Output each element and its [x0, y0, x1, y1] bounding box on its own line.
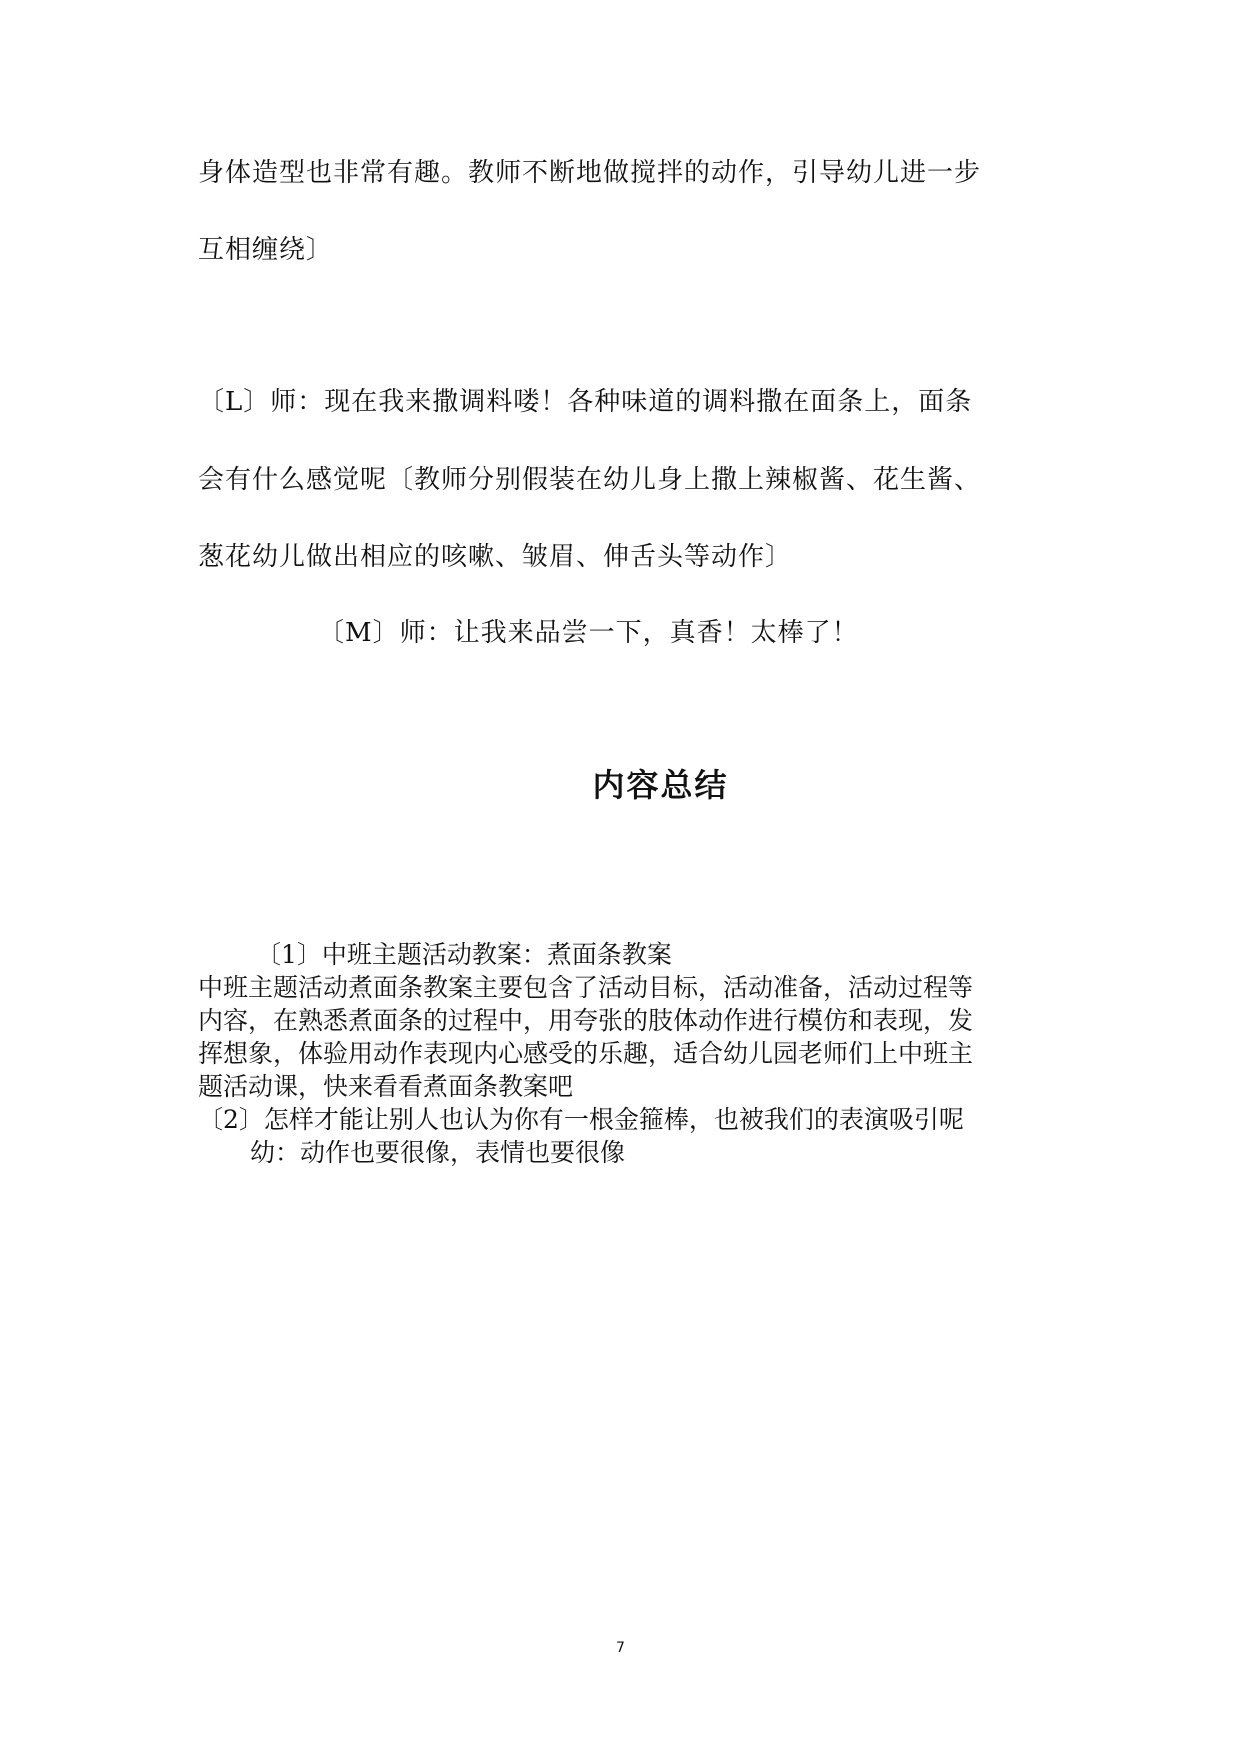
body-line-6: 〔M〕师：让我来品尝一下，真香！太棒了！	[318, 618, 859, 648]
summary-item-1-line: 题活动课，快来看看煮面条教案吧	[198, 1072, 574, 1101]
summary-block	[198, 938, 1058, 1169]
summary-item-1-line: 挥想象，体验用动作表现内心感受的乐趣，适合幼儿园老师们上中班主	[198, 1039, 974, 1068]
body-line-3: 〔L〕师：现在我来撒调料喽！各种味道的调料撒在面条上，面条	[198, 387, 973, 417]
summary-item-1-line: 中班主题活动煮面条教案主要包含了活动目标，活动准备，活动过程等	[198, 973, 974, 1002]
section-title: 内容总结	[592, 766, 729, 804]
summary-item-2-line: 幼：动作也要很像，表情也要很像	[250, 1138, 626, 1167]
body-line-5: 葱花幼儿做出相应的咳嗽、皱眉、伸舌头等动作〕	[198, 542, 793, 572]
body-line-4: 会有什么感觉呢〔教师分别假装在幼儿身上撒上辣椒酱、花生酱、	[198, 465, 982, 495]
page-number: 7	[616, 1640, 625, 1656]
summary-item-2-line: 〔2〕怎样才能让别人也认为你有一根金箍棒，也被我们的表演吸引呢	[198, 1105, 964, 1134]
summary-item-1-title: 〔1〕中班主题活动教案：煮面条教案	[256, 940, 672, 969]
summary-item-1-line: 内容，在熟悉煮面条的过程中，用夸张的肢体动作进行模仿和表现，发	[198, 1006, 974, 1035]
body-line-1: 身体造型也非常有趣。教师不断地做搅拌的动作，引导幼儿进一步	[198, 158, 982, 188]
body-line-2: 互相缠绕〕	[198, 235, 334, 265]
